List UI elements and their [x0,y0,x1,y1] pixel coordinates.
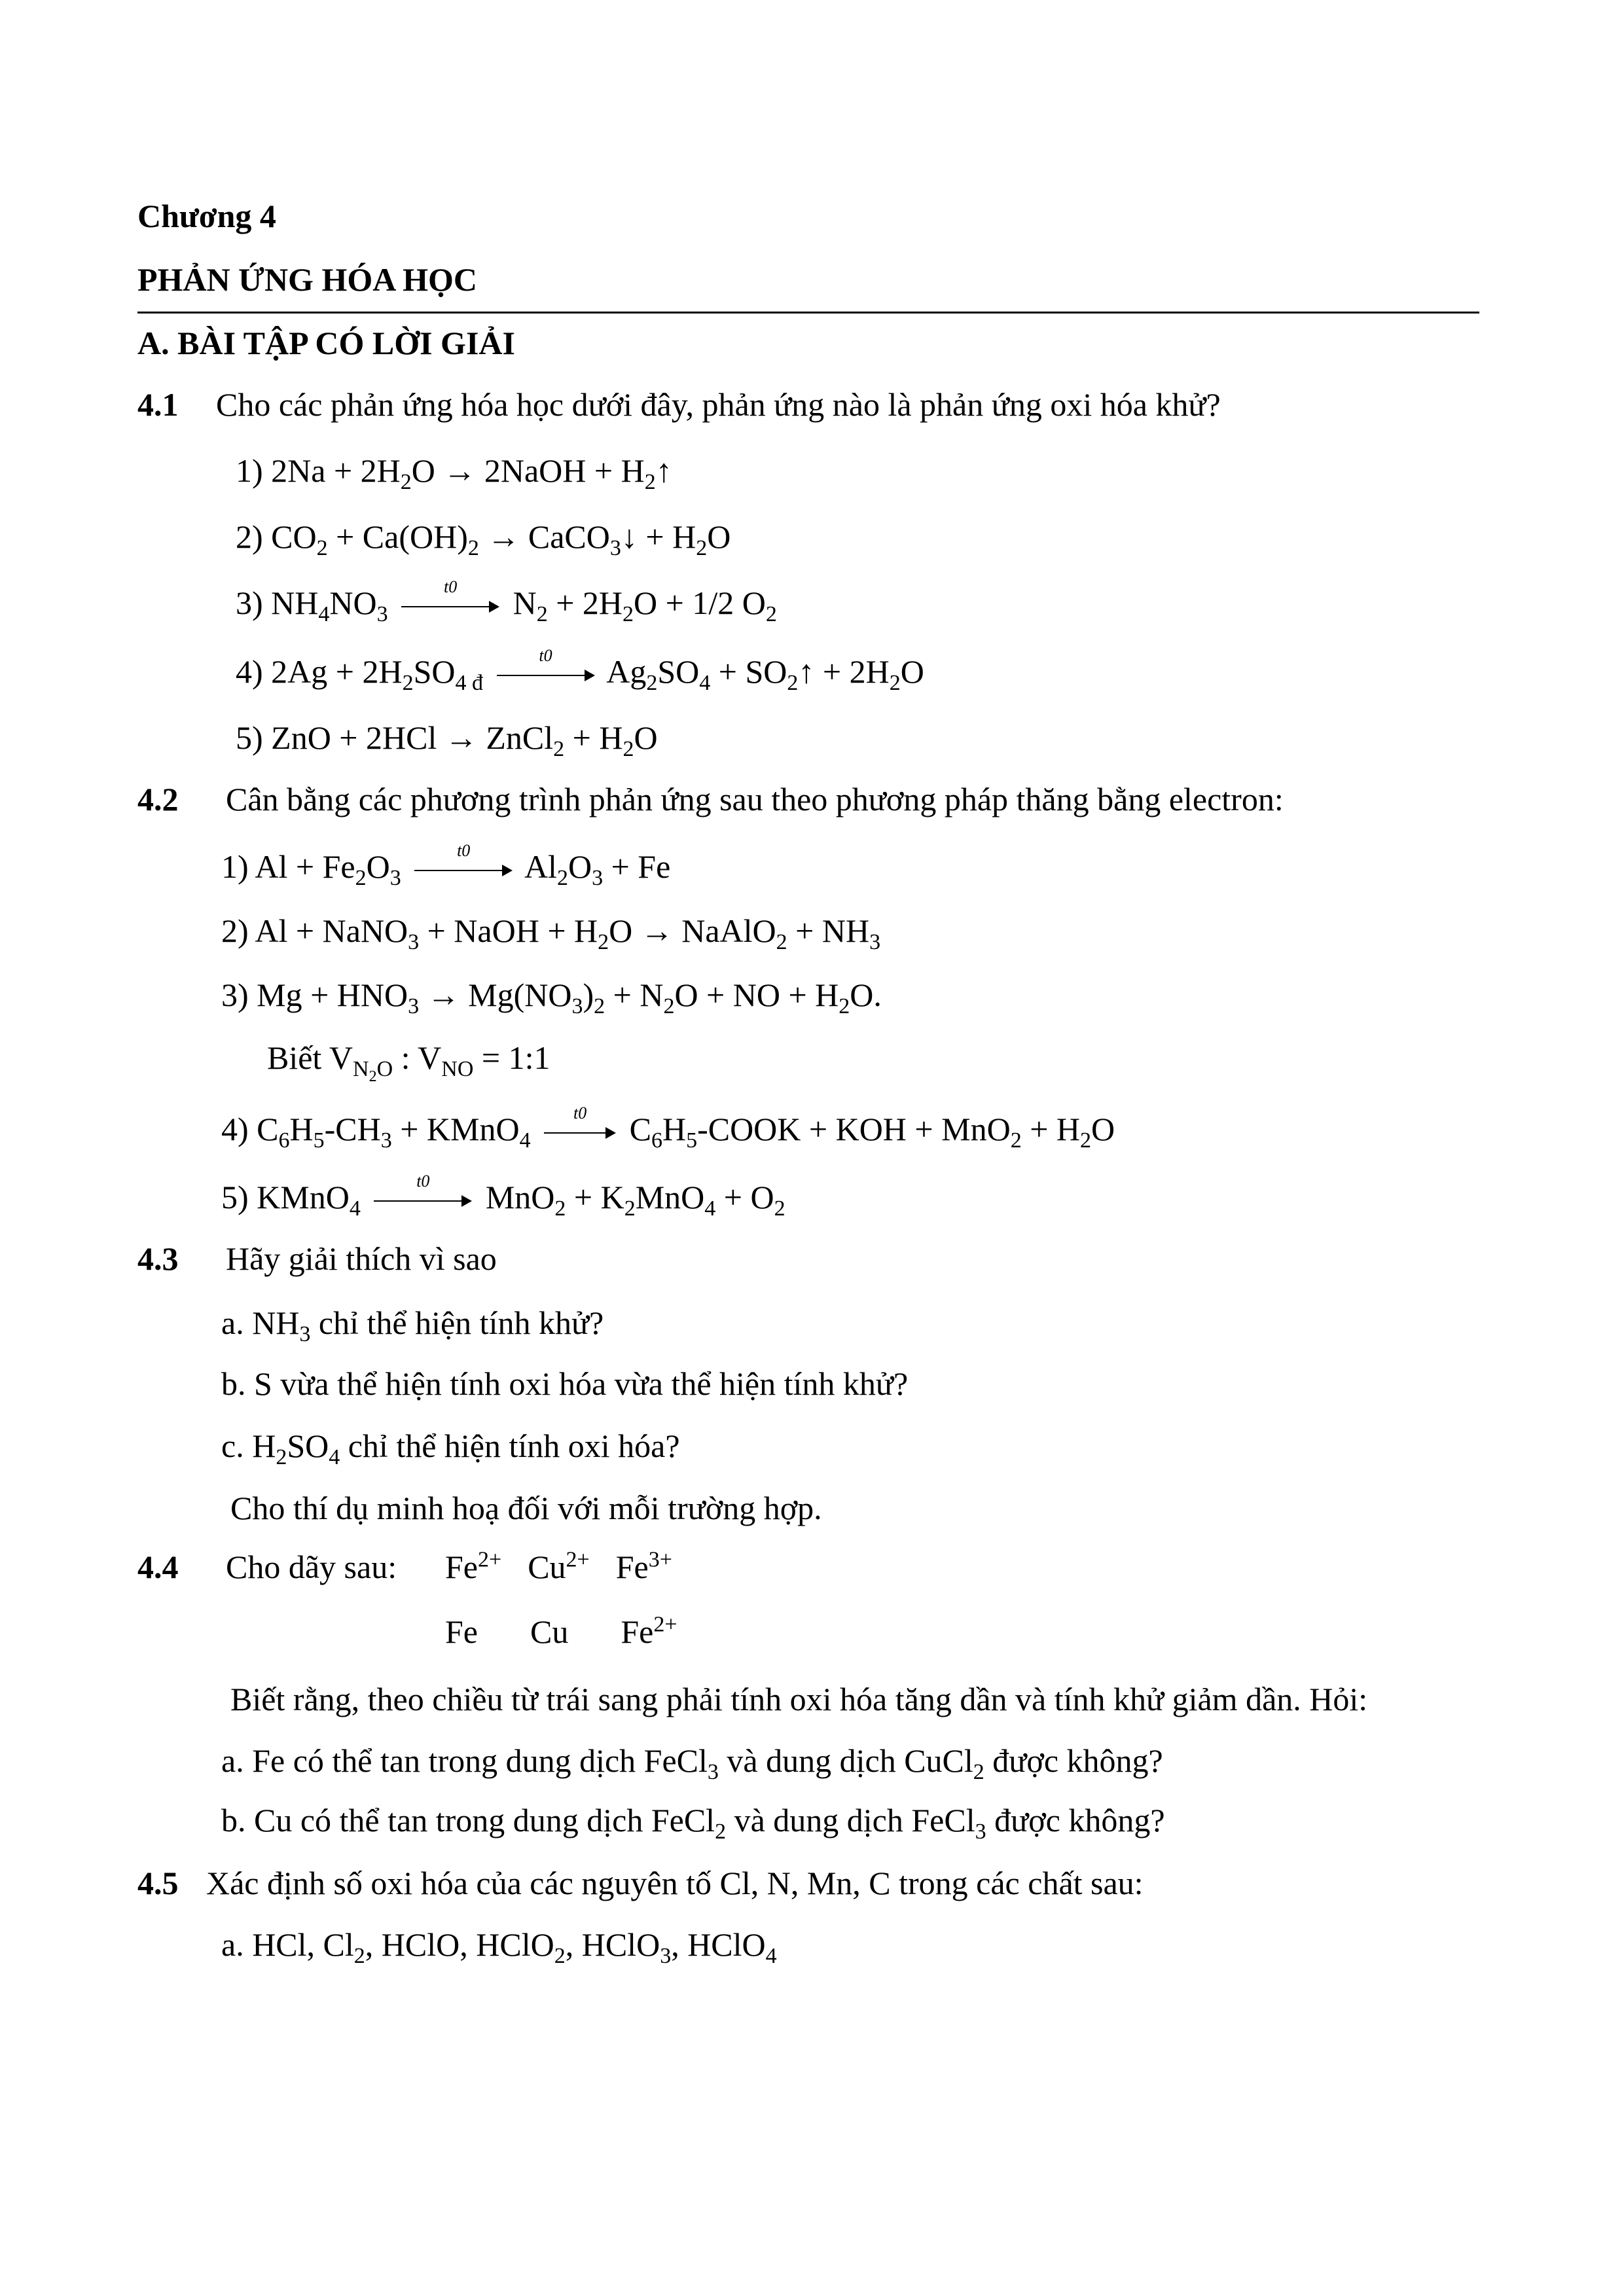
q43-number: 4.3 [137,1240,179,1277]
section-a-heading: A. BÀI TẬP CÓ LỜI GIẢI [137,325,515,361]
q44-reduced-forms: Fe Cu $Fe^{2+}$ [445,1612,677,1650]
q45-text: Xác định số oxi hóa của các nguyên tố Cl, N, Mn, C trong các chất sau: [206,1865,1144,1901]
q42-text: Cân bằng các phương trình phản ứng sau theo phương pháp thăng bằng electron: [226,781,1284,817]
title-divider [137,312,1479,314]
q44-text: Cho dãy sau: [226,1549,397,1585]
q43-example: Cho thí dụ minh hoạ đối với mỗi trường hợp. [230,1490,822,1526]
q41-reaction-5: 5) ZnO + 2HCl → ZnCl$_2$ + $H_2O$ [236,719,658,761]
chapter-label: Chương 4 [137,198,276,234]
chapter-title: PHẢN ỨNG HÓA HỌC [137,261,477,298]
q42-equation-3: 3) $Mg + HNO_3 \to Mg(NO_3)_2 + N_2O$ + NO + $H_2O$. [221,977,882,1018]
q41-reaction-4: 4) $2Ag + 2H_2SO_{4 đ}$ t0 $Ag_2SO_4$ + $SO_2↑ + 2H_2O$ [236,645,924,695]
q42-number: 4.2 [137,781,179,817]
heat-arrow: t0 [414,861,513,880]
q45-number: 4.5 [137,1865,179,1901]
q44-explanation: Biết rằng, theo chiều từ trái sang phải tính oxi hóa tăng dần và tính khử giảm dần. Hỏi: [230,1681,1368,1717]
q41-text: Cho các phản ứng hóa học dưới đây, phản ứng nào là phản ứng oxi hóa khử? [216,386,1221,423]
heat-arrow: t0 [401,597,499,617]
q43-part-a: a. $NH_3$ chỉ thể hiện tính khử? [221,1304,604,1346]
q42-volume-ratio: Biết $V_{N_2O}$ : $V_{NO}$ = 1:1 [267,1039,550,1085]
heat-arrow: t0 [374,1191,472,1211]
q41-reaction-2: 2) $CO_2 + Ca(OH)_2$ → CaCO$_3$↓ + $H_2O$ [236,518,731,560]
q44-oxidized-forms: $Fe^{2+}$ $Cu^{2+}$ $Fe^{3+}$ [445,1547,672,1585]
q44-part-b: b. Cu có thể tan trong dung dịch FeCl$_2$ và dung dịch FeCl$_3$ được không? [221,1802,1165,1844]
q42-equation-5: 5) KMnO$_4$ t0 $MnO_2 + K_2MnO_4 + O_2$ [221,1171,785,1221]
q44-number: 4.4 [137,1549,179,1585]
q42-equation-1: 1) $Al + Fe_2O_3$ t0 $Al_2O_3 + Fe$ [221,840,671,890]
q42-equation-2: 2) Al + NaNO$_3$ + NaOH + $H_2O$ → NaAlO$_2$ + $NH_3$ [221,912,881,954]
q42-equation-4: 4) $C_6H_5-CH_3$ + KMnO$_4$ t0 $C_6H_5$-COOK + KOH + $MnO_2 + H_2O$ [221,1103,1115,1153]
q43-part-c: c. $H_2SO_4$ chỉ thể hiện tính oxi hóa? [221,1427,680,1469]
heat-arrow: t0 [544,1123,616,1143]
q41-reaction-1: 1) $2Na + 2H_2O$ → 2NaOH + $H_2↑$ [236,452,672,494]
q43-part-b: b. S vừa thể hiện tính oxi hóa vừa thể hiện tính khử? [221,1365,909,1402]
q41-number: 4.1 [137,386,179,423]
q44-part-a: a. Fe có thể tan trong dung dịch FeCl$_3$ và dung dịch CuCl$_2$ được không? [221,1742,1163,1784]
q45-part-a: a. HCl, $Cl_2$, HClO, HClO$_2$, HClO$_3$, HClO$_4$ [221,1926,777,1968]
heat-arrow: t0 [497,666,595,685]
q43-text: Hãy giải thích vì sao [226,1240,497,1277]
q41-reaction-3: 3) $NH_4NO_3$ t0 $N_2 + 2H_2O + 1/2$ $O_2$ [236,577,777,626]
